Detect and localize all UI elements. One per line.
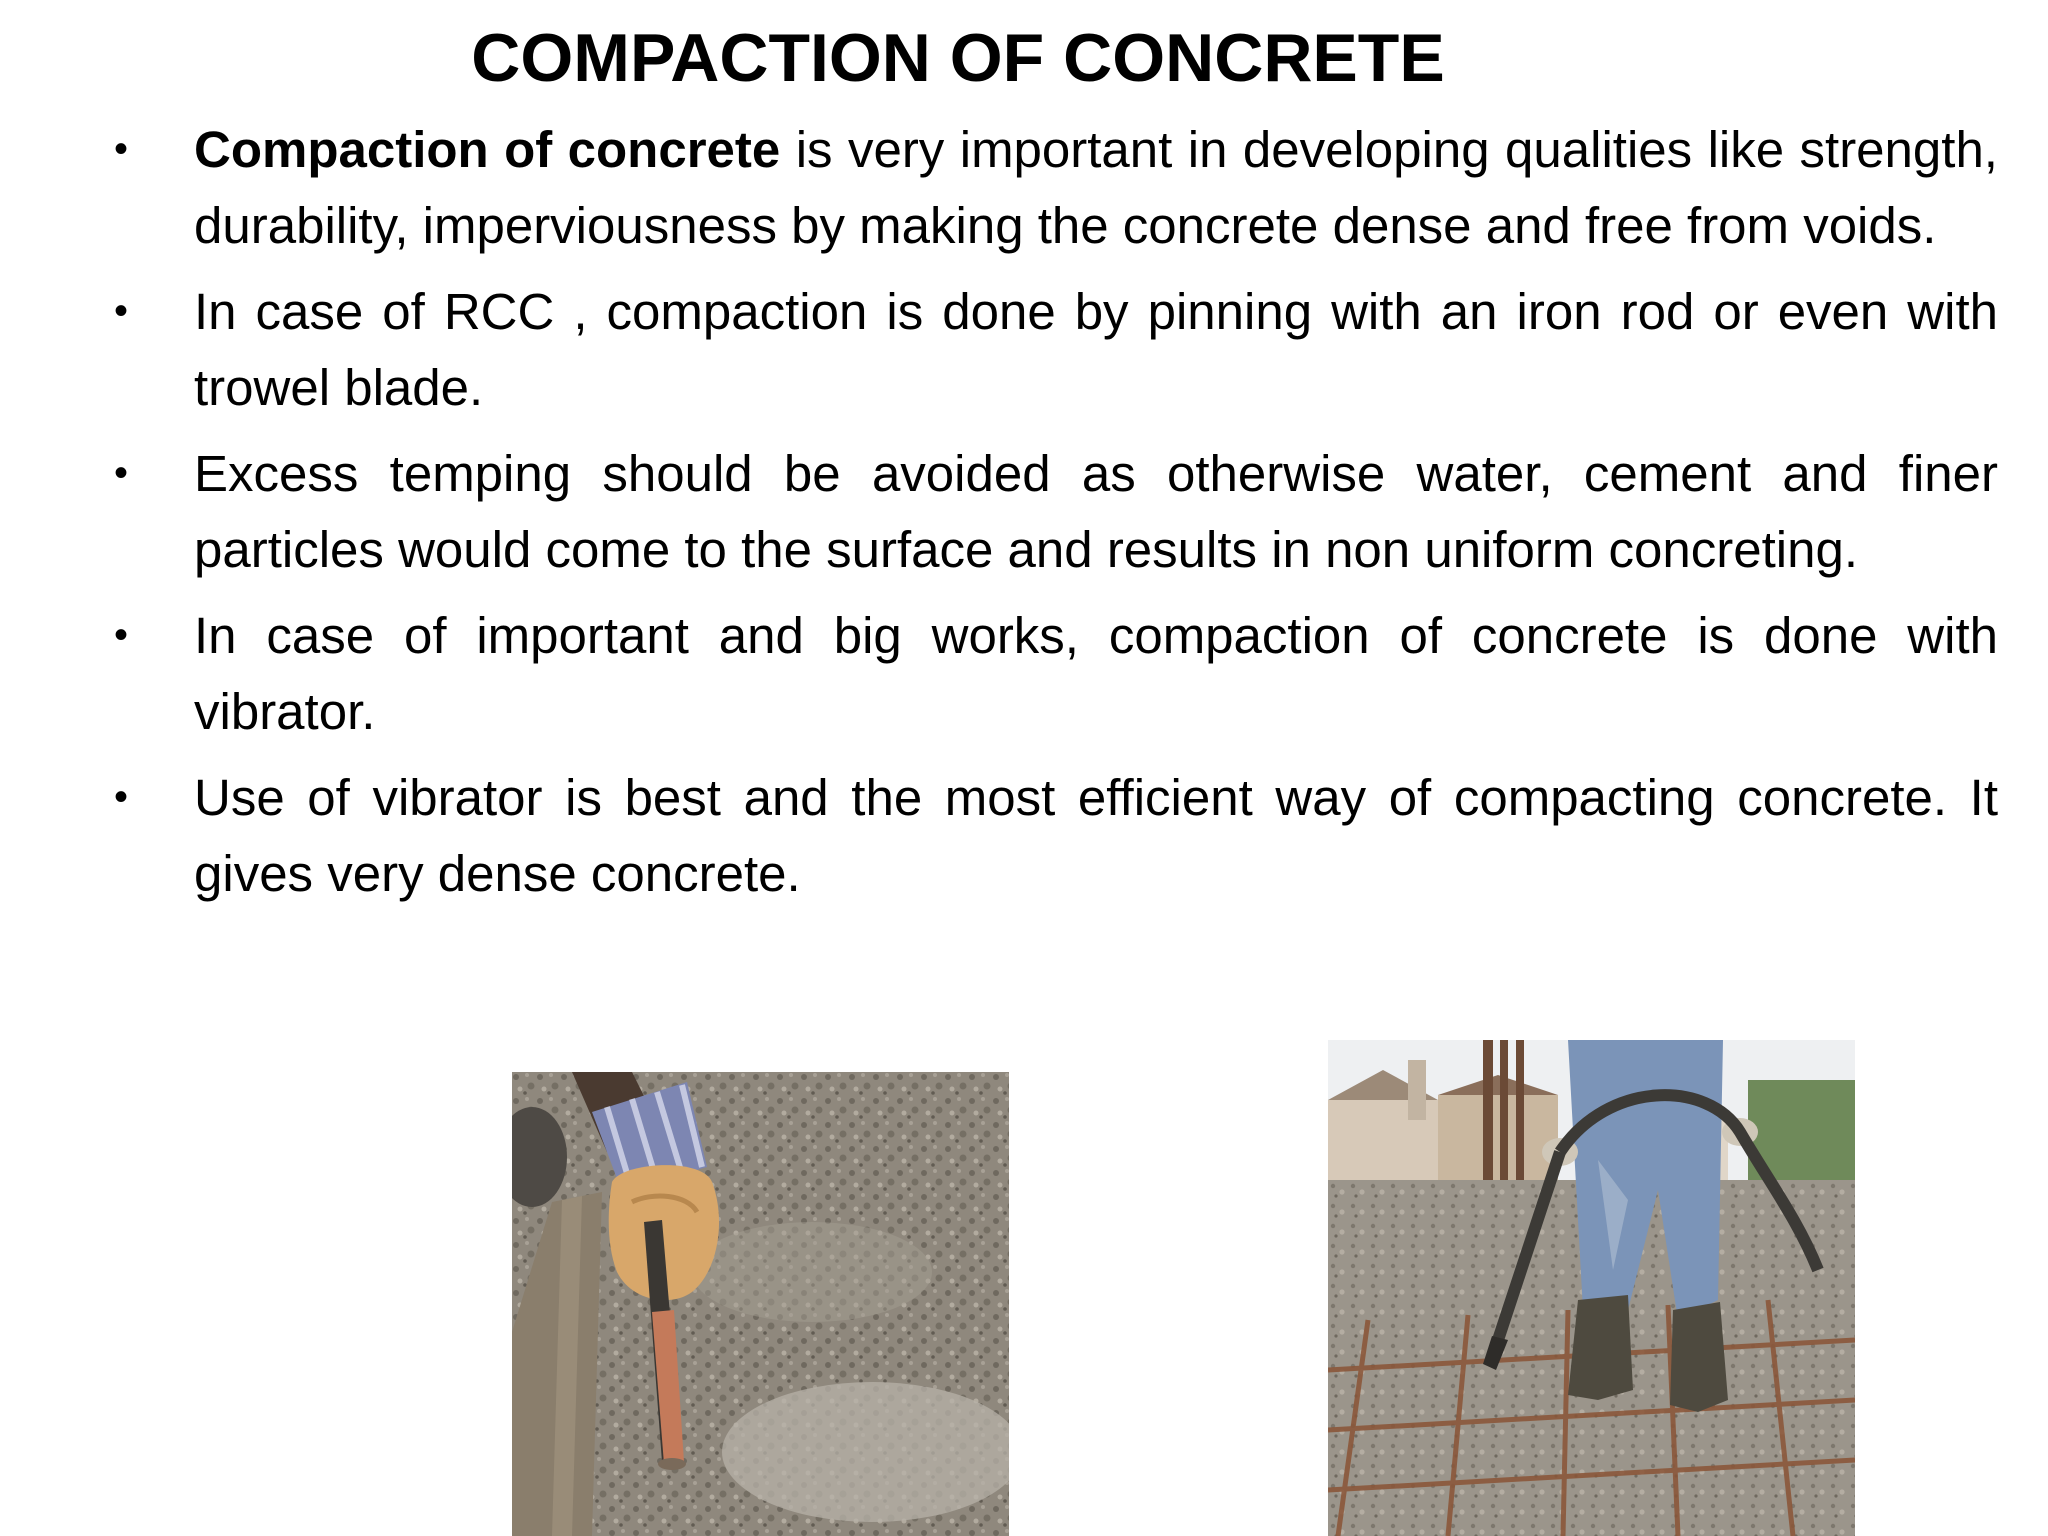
bullet-text: is very important in developing qualities like strength, durability, imperviousness by making the concrete dense and free from voids.	[194, 121, 1998, 254]
concrete-vibrator-photo	[1328, 1040, 1855, 1536]
compaction-rod-photo	[512, 1072, 1009, 1536]
bullet-bold-text: Compaction of concrete	[194, 121, 781, 178]
bullet-list	[112, 112, 1998, 922]
bullet-text: In case of important and big works, compaction of concrete is done with vibrator.	[194, 607, 1998, 740]
bullet-icon: •	[114, 451, 129, 495]
bullet-icon: •	[114, 613, 129, 657]
bullet-icon: •	[114, 289, 129, 333]
bullet-item	[112, 760, 1998, 911]
bullet-text: Use of vibrator is best and the most efficient way of compacting concrete. It gives very dense concrete.	[194, 769, 1998, 902]
bullet-item	[112, 598, 1998, 749]
bullet-text: In case of RCC , compaction is done by pinning with an iron rod or even with trowel blade.	[194, 283, 1998, 416]
slide-title: COMPACTION OF CONCRETE	[471, 20, 1445, 96]
bullet-item	[112, 274, 1998, 425]
bullet-item	[112, 436, 1998, 587]
bullet-text: Excess temping should be avoided as otherwise water, cement and finer particles would come to the surface and results in non uniform concreting.	[194, 445, 1998, 578]
bullet-icon: •	[114, 127, 129, 171]
bullet-item	[112, 112, 1998, 263]
bullet-icon: •	[114, 775, 129, 819]
